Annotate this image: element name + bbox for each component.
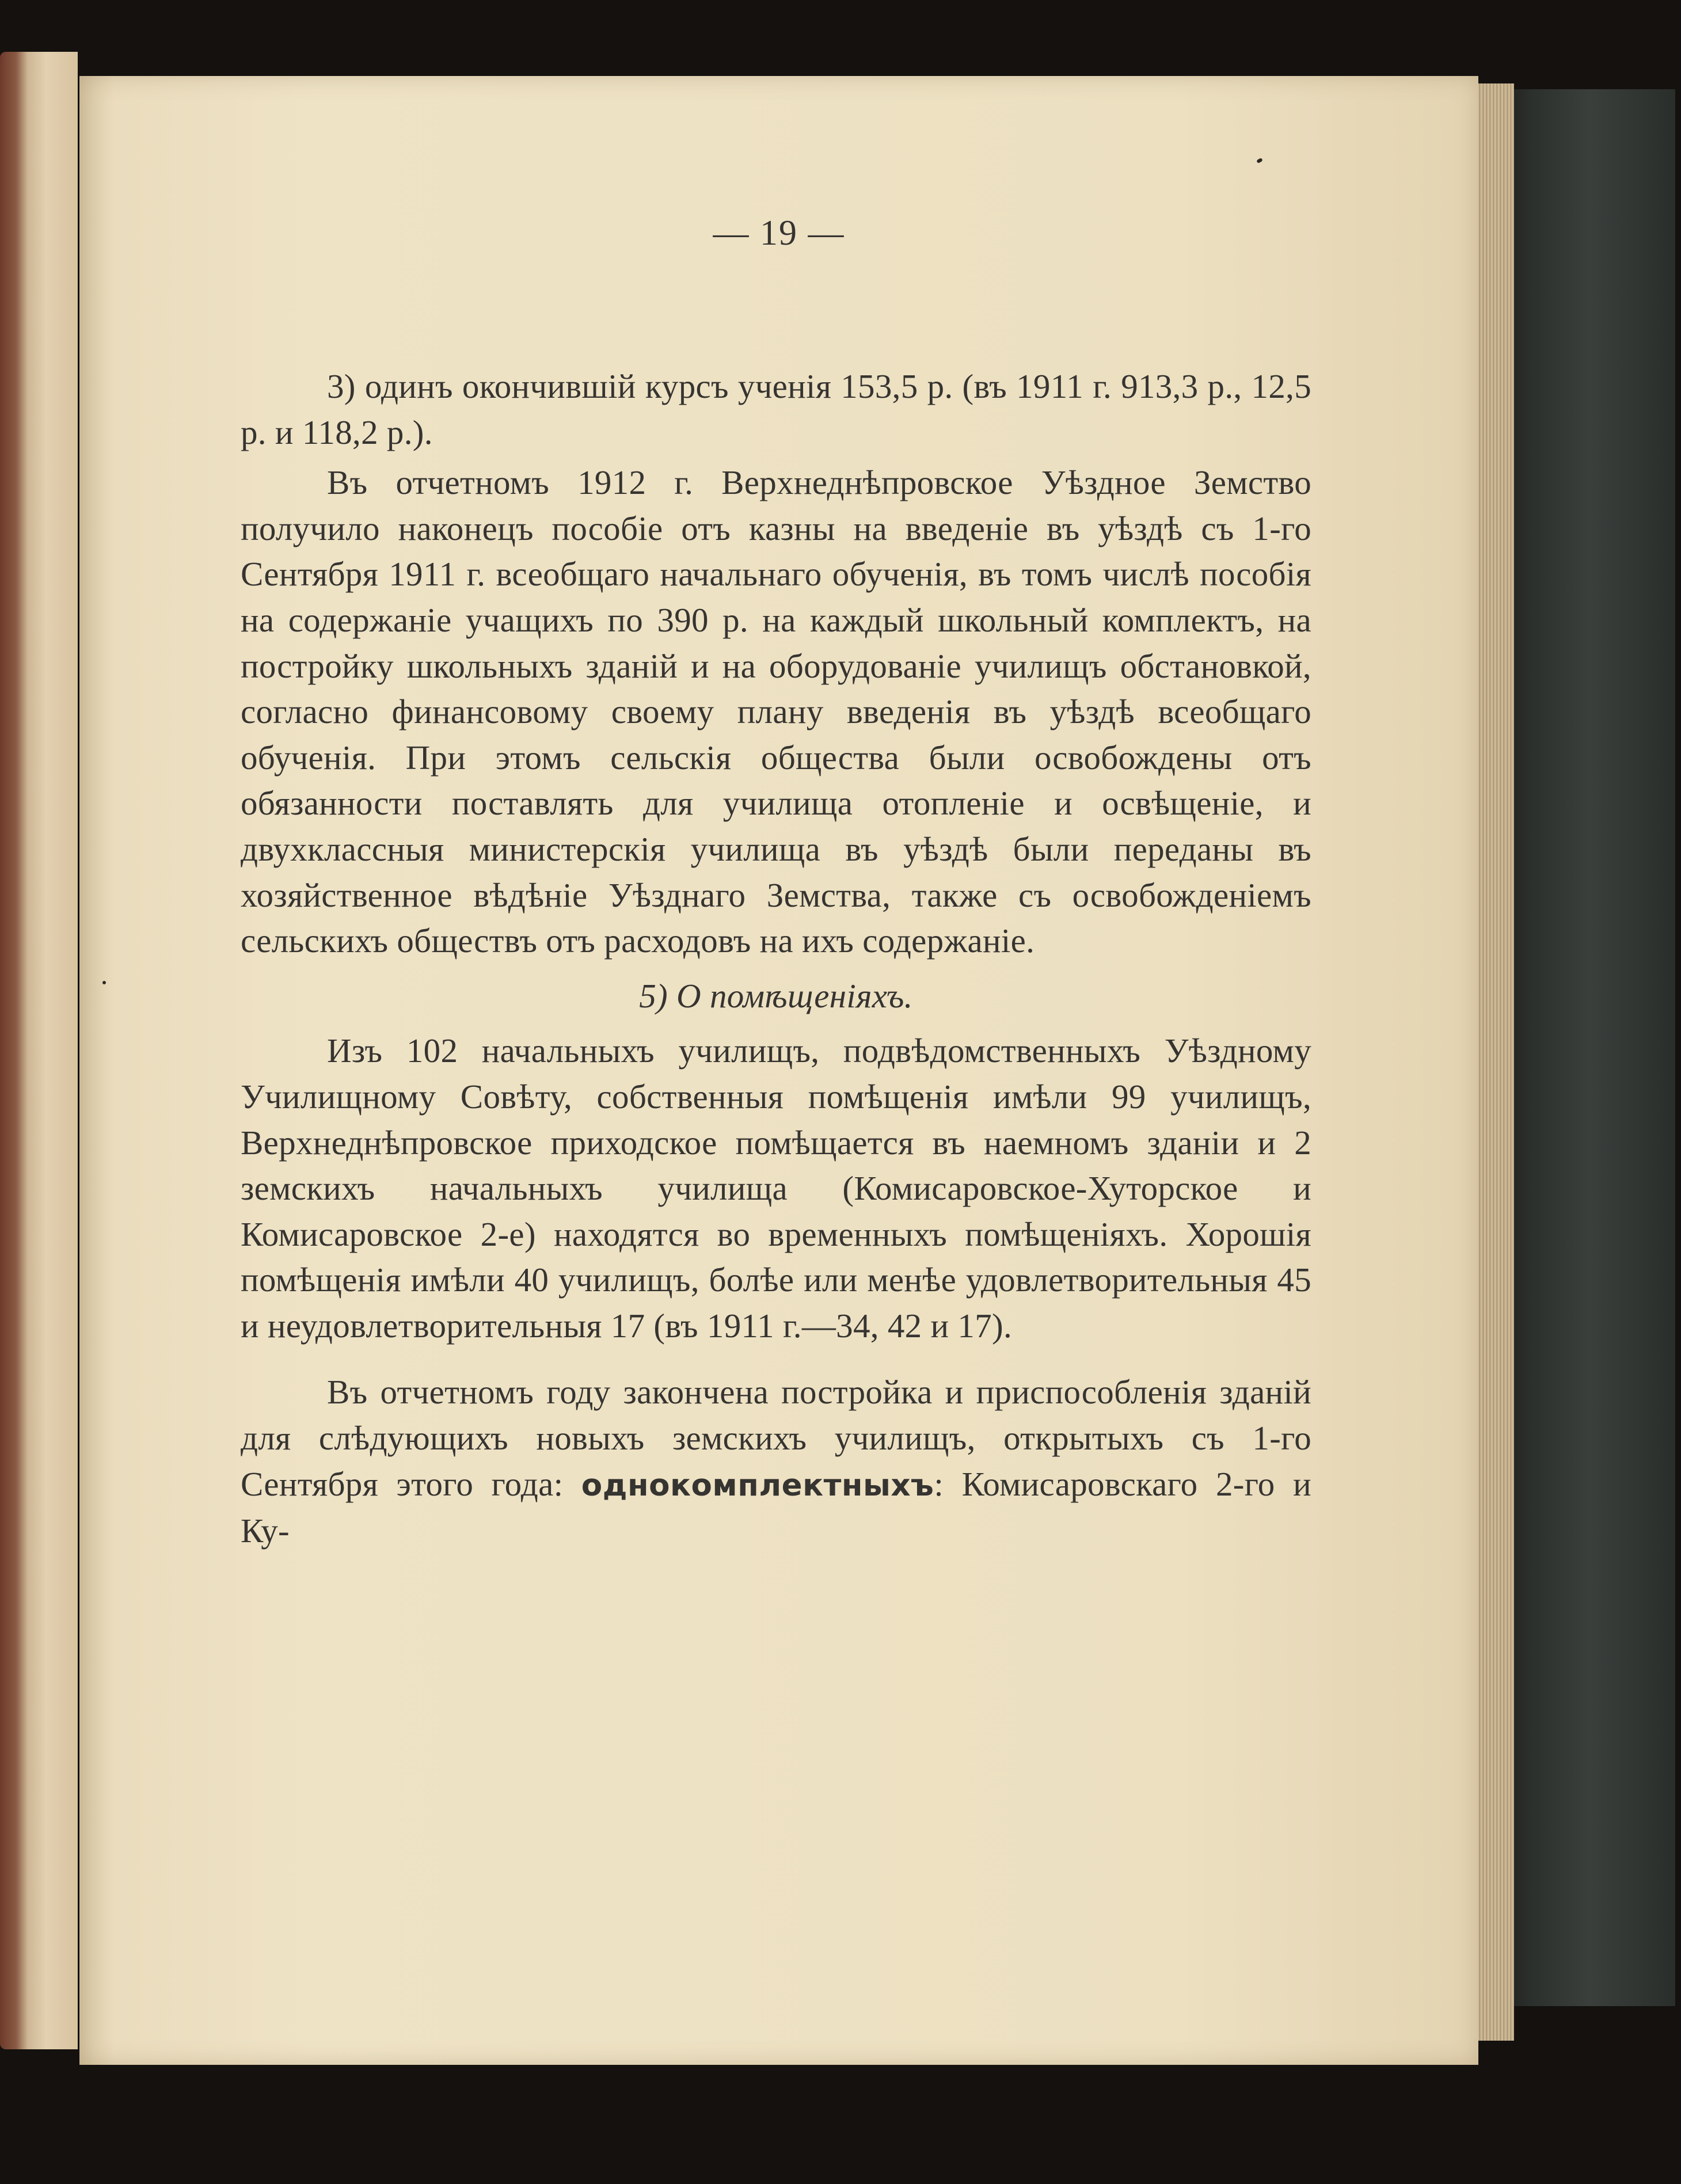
paragraph-4-bold: однокомплектныхъ <box>581 1467 934 1503</box>
book-page <box>79 76 1478 2065</box>
page-stack-edge <box>1474 83 1514 2041</box>
paragraph-1: 3) одинъ окончившій курсъ ученія 153,5 р. (въ 1911 г. 913,3 р., 12,5 р. и 118,2 р.). <box>241 367 1311 451</box>
paragraph-3: Изъ 102 начальныхъ училищъ, подвѣдомственныхъ Уѣздному Училищному Совѣту, собственныя помѣщенія имѣли 99 училищъ, Верхнеднѣпровское приходское помѣщается въ наемномъ зданіи и 2 земскихъ начальныхъ училища (Комисаровское-Хуторское и Комисаровское 2-е) находятся во временныхъ помѣщеніяхъ. Хорошія помѣщенія имѣли 40 училищъ, болѣе или менѣе удовлетворительныя 45 и неудовлетворительныя 17 (въ 1911 г.—34, 42 и 17). <box>241 1032 1311 1345</box>
paragraph-2: Въ отчетномъ 1912 г. Верхнеднѣпровское Уѣздное Земство получило наконецъ пособіе отъ казны на введеніе въ уѣздѣ съ 1-го Сентября 1911 г. всеобщаго начальнаго обученія, въ томъ числѣ пособія на содержаніе учащихъ по 390 р. на каждый школьный комплектъ, на постройку школьныхъ зданій и на оборудованіе училищъ обстановкой, согласно финансовому своему плану введенія въ уѣздѣ всеобщаго обученія. При этомъ сельскія общества были освобождены отъ обязанности поставлять для училища отопленіе и освѣщеніе, и двухклассныя министерскія училища въ уѣздѣ были переданы въ хозяйственное вѣдѣніе Уѣзднаго Земства, также съ освобожденіемъ сельскихъ обществъ отъ расходовъ на ихъ содержаніе. <box>241 463 1311 960</box>
paragraph-4-end: : Комисаровскаго 2-го и Ку- <box>241 1464 1311 1550</box>
book-cover-edge <box>1497 89 1675 2006</box>
section-heading: 5) О помѣщеніяхъ. <box>639 976 913 1015</box>
paragraph-4-text: Въ отчетномъ году закончена постройка и приспособленія зданій для слѣдующихъ новыхъ земскихъ училищъ, открытыхъ съ 1-го Сентября этого года: <box>241 1373 1311 1503</box>
ink-speck <box>1256 158 1263 163</box>
paragraph-4 <box>241 1369 1311 1554</box>
page-number: — 19 — <box>713 214 845 253</box>
page-text <box>241 364 1311 1554</box>
ink-speck <box>102 981 106 984</box>
left-page-edge <box>0 52 78 2049</box>
